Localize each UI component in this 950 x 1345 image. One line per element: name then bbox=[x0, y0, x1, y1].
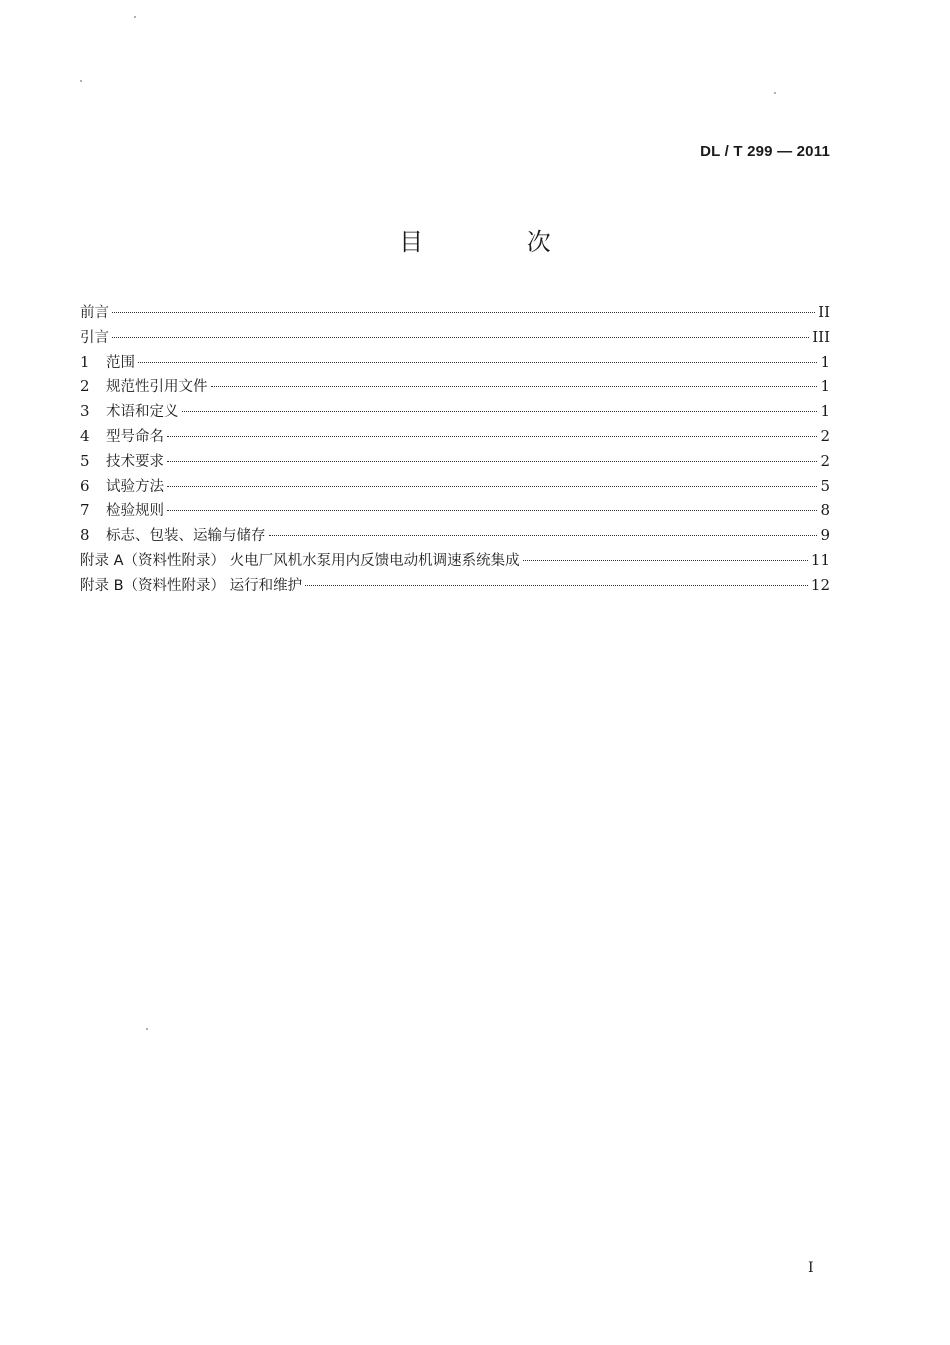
toc-entry-number: 6 bbox=[80, 476, 90, 495]
toc-title: 目 次 bbox=[399, 228, 599, 256]
toc-leader-dots bbox=[167, 461, 817, 462]
toc-leader-dots bbox=[269, 535, 818, 536]
scan-speck bbox=[146, 1028, 148, 1030]
standard-code: DL / T 299 — 2011 bbox=[700, 143, 830, 160]
page-number: I bbox=[808, 1260, 814, 1276]
toc-leader-dots bbox=[138, 362, 817, 363]
toc-entry-number: 2 bbox=[80, 377, 90, 396]
toc-entry-label: 附录 A（资料性附录） 火电厂风机水泵用内反馈电动机调速系统集成 bbox=[80, 552, 520, 569]
toc-entry-number: 4 bbox=[80, 426, 90, 445]
toc-entry-page: 1 bbox=[820, 352, 830, 371]
toc-entry-page: 11 bbox=[810, 550, 830, 569]
toc-entry-number: 1 bbox=[80, 352, 90, 371]
toc-entry-appendix-b[interactable] bbox=[80, 573, 830, 598]
toc-entry-label: 附录 B（资料性附录） 运行和维护 bbox=[80, 577, 303, 594]
toc-entry-label: 术语和定义 bbox=[106, 404, 179, 421]
toc-entry[interactable] bbox=[80, 523, 830, 548]
toc-leader-dots bbox=[112, 312, 815, 313]
toc-entry-page: II bbox=[818, 303, 830, 321]
toc-entry-label: 检验规则 bbox=[106, 503, 164, 520]
toc-entry-appendix-a[interactable] bbox=[80, 548, 830, 573]
toc-leader-dots bbox=[167, 510, 817, 511]
toc-entry-label: 前言 bbox=[80, 305, 109, 321]
toc-entry-page: 5 bbox=[820, 476, 830, 495]
toc-entry[interactable] bbox=[80, 300, 830, 325]
toc-entry-page: III bbox=[812, 327, 830, 346]
toc-entry-label: 技术要求 bbox=[106, 453, 164, 470]
scan-speck bbox=[80, 80, 82, 82]
toc-leader-dots bbox=[167, 486, 817, 487]
toc-leader-dots bbox=[182, 411, 818, 412]
toc-leader-dots bbox=[523, 560, 808, 561]
toc-leader-dots bbox=[305, 585, 808, 586]
toc-entry-label: 规范性引用文件 bbox=[106, 379, 208, 396]
toc-entry-page: 8 bbox=[820, 501, 830, 520]
toc-entry-page: 2 bbox=[820, 451, 830, 470]
table-of-contents bbox=[80, 300, 830, 598]
toc-entry[interactable] bbox=[80, 350, 830, 375]
toc-entry-label: 引言 bbox=[80, 329, 109, 346]
toc-entry[interactable] bbox=[80, 449, 830, 474]
toc-leader-dots bbox=[112, 337, 809, 338]
scan-speck bbox=[774, 92, 776, 94]
toc-entry-page: 2 bbox=[820, 426, 830, 445]
toc-entry-number: 3 bbox=[80, 402, 90, 421]
toc-entry-page: 1 bbox=[820, 402, 830, 421]
toc-entry[interactable] bbox=[80, 325, 830, 350]
toc-leader-dots bbox=[211, 386, 818, 387]
toc-entry-label: 型号命名 bbox=[106, 428, 164, 445]
toc-entry-page: 12 bbox=[810, 575, 830, 594]
toc-entry-label: 试验方法 bbox=[106, 478, 164, 495]
toc-entry-page: 1 bbox=[820, 377, 830, 396]
toc-entry[interactable] bbox=[80, 374, 830, 399]
scan-speck bbox=[134, 16, 136, 18]
toc-leader-dots bbox=[167, 436, 817, 437]
toc-entry-page: 9 bbox=[820, 526, 830, 545]
toc-entry-number: 8 bbox=[80, 526, 90, 545]
toc-entry-number: 5 bbox=[80, 451, 90, 470]
toc-entry[interactable] bbox=[80, 474, 830, 499]
toc-entry[interactable] bbox=[80, 424, 830, 449]
toc-entry-label: 范围 bbox=[106, 354, 135, 371]
toc-entry[interactable] bbox=[80, 498, 830, 523]
toc-entry-number: 7 bbox=[80, 501, 90, 520]
toc-entry-label: 标志、包装、运输与储存 bbox=[106, 528, 266, 545]
toc-entry[interactable] bbox=[80, 399, 830, 424]
